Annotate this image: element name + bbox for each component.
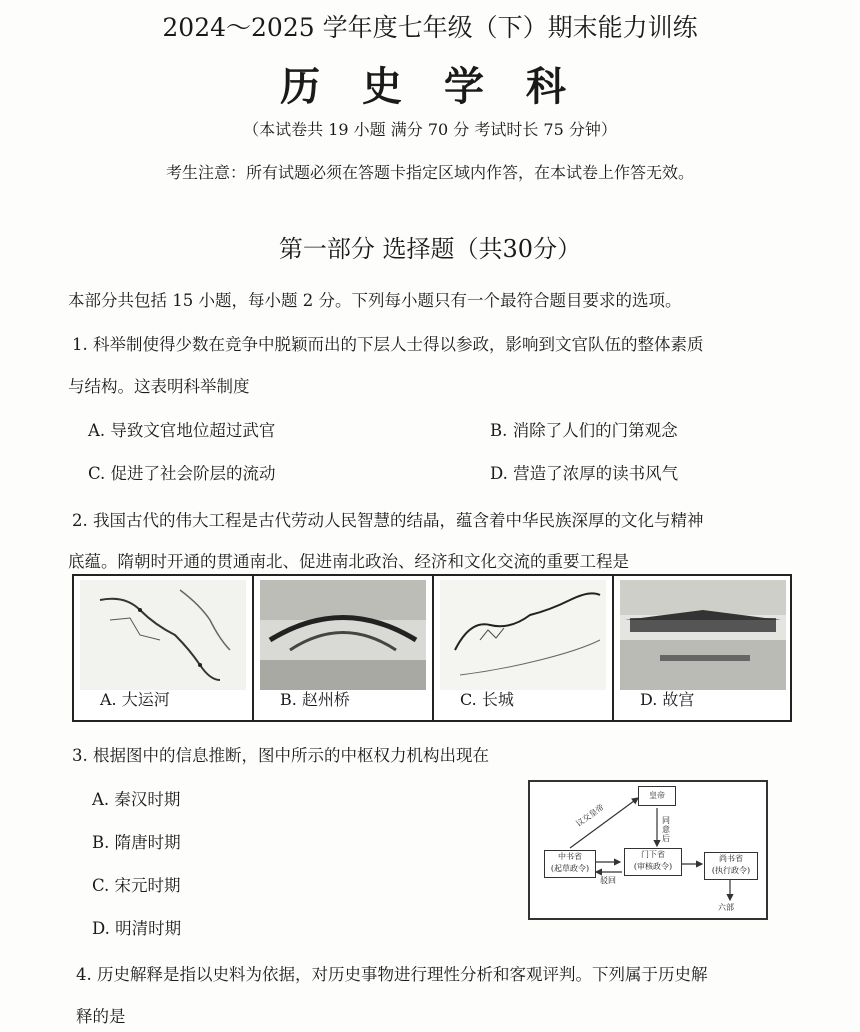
image-label-grand-canal: A. 大运河 <box>100 690 170 709</box>
question-3-option-d: D. 明清时期 <box>92 919 182 938</box>
question-2-image-strip <box>72 574 792 722</box>
zhaozhou-bridge-photo <box>254 576 434 720</box>
exam-notice: 考生注意：所有试题必须在答题卡指定区域内作答，在本试卷上作答无效。 <box>165 163 694 182</box>
question-1-option-b: B. 消除了人们的门第观念 <box>490 421 678 440</box>
menxia-box <box>624 848 682 876</box>
shangshu-sub-label: (执行政令) <box>711 866 751 875</box>
liubu-label: 六部 <box>718 903 734 912</box>
question-3-option-a: A. 秦汉时期 <box>92 790 181 809</box>
three-departments-diagram <box>528 780 768 920</box>
image-label-zhaozhou-bridge: B. 赵州桥 <box>280 690 350 709</box>
reject-label: 驳回 <box>600 876 616 885</box>
question-2-stem-line2: 底蕴。隋朝时开通的贯通南北、促进南北政治、经济和文化交流的重要工程是 <box>68 552 629 571</box>
forbidden-city-photo <box>614 576 790 720</box>
shangshu-label: 尚书省 <box>719 854 743 863</box>
question-4-stem-line2: 释的是 <box>76 1007 126 1026</box>
zhongshu-label: 中书省 <box>558 852 582 861</box>
question-1-stem-line2: 与结构。这表明科举制度 <box>68 377 250 396</box>
exam-info: （本试卷共 19 小题 满分 70 分 考试时长 75 分钟） <box>243 120 617 139</box>
great-wall-map-image <box>434 576 614 720</box>
menxia-label: 门下省 <box>641 850 665 859</box>
section-heading: 第一部分 选择题（共30分） <box>278 235 582 263</box>
to-emperor-label: 议交皇帝 <box>574 802 606 829</box>
menxia-sub-label: (审核政令) <box>633 862 673 871</box>
question-1-option-d: D. 营造了浓厚的读书风气 <box>490 464 679 483</box>
question-3-stem: 3. 根据图中的信息推断，图中所示的中枢权力机构出现在 <box>72 746 489 765</box>
question-3-option-c: C. 宋元时期 <box>92 876 181 895</box>
question-1-stem-line1: 1. 科举制使得少数在竞争中脱颖而出的下层人士得以参政，影响到文官队伍的整体素质 <box>72 335 704 354</box>
image-label-forbidden-city: D. 故宫 <box>640 690 695 709</box>
question-3-option-b: B. 隋唐时期 <box>92 833 181 852</box>
zhongshu-sub-label: (起草政令) <box>550 864 590 873</box>
question-1-option-a: A. 导致文官地位超过武官 <box>88 421 276 440</box>
question-1-option-c: C. 促进了社会阶层的流动 <box>88 464 276 483</box>
emperor-box: 皇帝 <box>638 786 676 806</box>
question-2-stem-line1: 2. 我国古代的伟大工程是古代劳动人民智慧的结晶，蕴含着中华民族深厚的文化与精神 <box>72 511 704 530</box>
subject-title: 历 史 学 科 <box>280 63 580 110</box>
approve-label: 同意后 <box>662 816 670 843</box>
question-4-stem-line1: 4. 历史解释是指以史料为依据，对历史事物进行理性分析和客观评判。下列属于历史解 <box>76 965 708 984</box>
image-label-great-wall: C. 长城 <box>460 690 514 709</box>
exam-title: 2024～2025 学年度七年级（下）期末能力训练 <box>162 13 698 42</box>
shangshu-box <box>704 852 758 880</box>
section-instructions: 本部分共包括 15 小题，每小题 2 分。下列每小题只有一个最符合题目要求的选项。 <box>68 291 682 310</box>
zhongshu-box <box>544 850 596 878</box>
grand-canal-map-image <box>74 576 254 720</box>
